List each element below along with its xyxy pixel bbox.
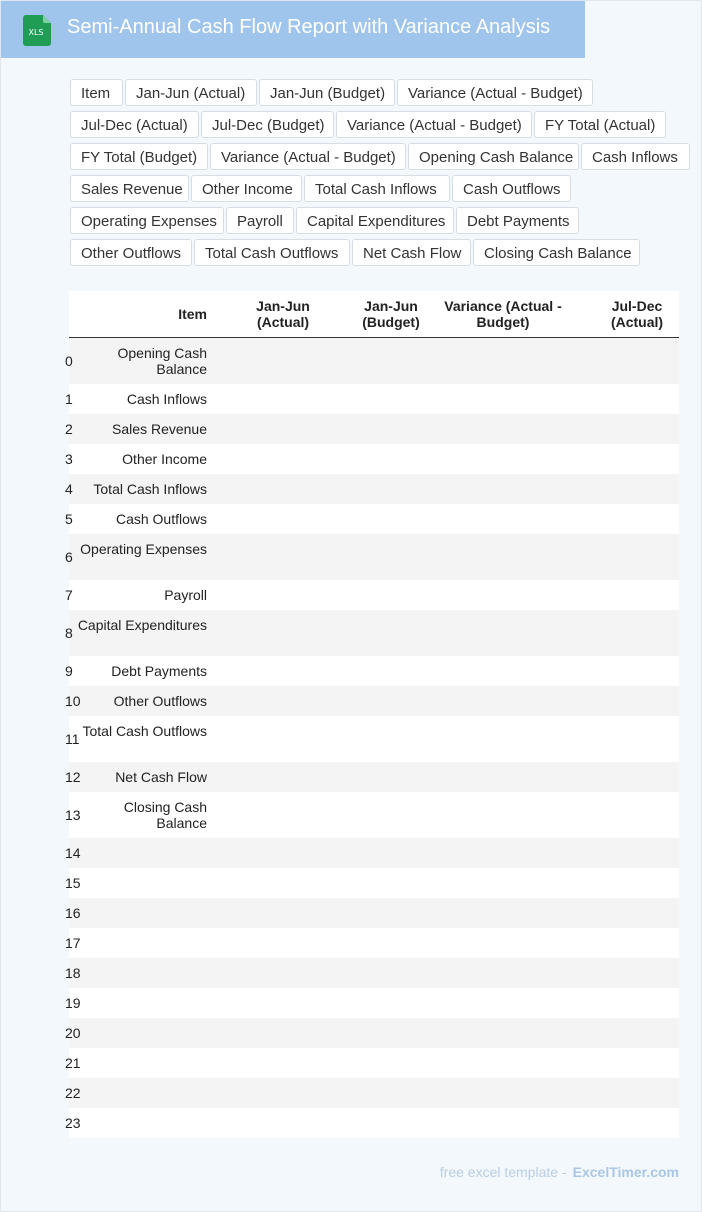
- table-row: [65, 656, 679, 686]
- table-row: [65, 762, 679, 792]
- table-row: [65, 792, 679, 838]
- row-item-label: Debt Payments: [111, 663, 207, 679]
- chip-jan-jun-actual[interactable]: Jan-Jun (Actual): [125, 79, 257, 106]
- chip-variance-h1[interactable]: Variance (Actual - Budget): [397, 79, 593, 106]
- row-index: 22: [65, 1085, 81, 1101]
- row-index: 16: [65, 905, 81, 921]
- row-index: 15: [65, 875, 81, 891]
- table-row: [65, 1048, 679, 1078]
- row-index: 1: [65, 391, 73, 407]
- row-index: 8: [65, 625, 73, 641]
- table-row: [65, 338, 679, 384]
- column-header-jul-dec-actual[interactable]: Jul-Dec (Actual): [610, 298, 664, 330]
- table-header: [69, 291, 679, 338]
- row-index: 18: [65, 965, 81, 981]
- row-index: 12: [65, 769, 81, 785]
- row-index: 4: [65, 481, 73, 497]
- table-row: [65, 898, 679, 928]
- table-row: [65, 580, 679, 610]
- chip-closing-cash-balance[interactable]: Closing Cash Balance: [473, 239, 640, 266]
- table-row: [65, 504, 679, 534]
- chip-sales-revenue[interactable]: Sales Revenue: [70, 175, 189, 202]
- row-item-label: Opening Cash Balance: [117, 345, 207, 377]
- chip-operating-expenses[interactable]: Operating Expenses: [70, 207, 224, 234]
- chip-other-income[interactable]: Other Income: [191, 175, 302, 202]
- row-item-label: Total Cash Outflows: [82, 723, 207, 739]
- page-title: Semi-Annual Cash Flow Report with Variance Analysis: [67, 16, 551, 38]
- row-item-label: Net Cash Flow: [115, 769, 207, 785]
- row-item-label: Closing Cash Balance: [123, 799, 207, 831]
- chip-total-cash-inflows[interactable]: Total Cash Inflows: [304, 175, 450, 202]
- chip-item[interactable]: Item: [70, 79, 123, 106]
- chip-jul-dec-budget[interactable]: Jul-Dec (Budget): [201, 111, 334, 138]
- table-row: [65, 868, 679, 898]
- row-item-label: Payroll: [164, 587, 207, 603]
- table-row: [65, 384, 679, 414]
- row-index: 6: [65, 549, 73, 565]
- row-index: 10: [65, 693, 81, 709]
- footer-credit: [440, 1164, 679, 1180]
- footer-brand-link[interactable]: ExcelTimer.com: [572, 1164, 679, 1180]
- row-index: 5: [65, 511, 73, 527]
- title-banner: [1, 1, 585, 58]
- table-row: [65, 928, 679, 958]
- table-row: [65, 414, 679, 444]
- row-item-label: Cash Outflows: [115, 511, 207, 527]
- chip-variance-fy[interactable]: Variance (Actual - Budget): [210, 143, 406, 170]
- table-row: [65, 988, 679, 1018]
- chip-cash-inflows[interactable]: Cash Inflows: [581, 143, 690, 170]
- table-row: [65, 686, 679, 716]
- row-item-label: Sales Revenue: [112, 421, 207, 437]
- row-index: 23: [65, 1115, 81, 1131]
- row-item-label: Operating Expenses: [80, 541, 207, 557]
- chip-net-cash-flow[interactable]: Net Cash Flow: [352, 239, 471, 266]
- file-icon-label: XLS: [28, 28, 44, 37]
- chip-fy-total-actual[interactable]: FY Total (Actual): [534, 111, 666, 138]
- column-header-variance[interactable]: Variance (Actual - Budget): [444, 298, 562, 330]
- row-index: 2: [65, 421, 73, 437]
- row-index: 17: [65, 935, 81, 951]
- table-row: [65, 1018, 679, 1048]
- row-index: 3: [65, 451, 73, 467]
- table-row: [65, 1108, 679, 1138]
- excel-file-icon: [23, 15, 51, 46]
- cash-flow-table: [65, 291, 679, 1138]
- table-row: [65, 444, 679, 474]
- chip-fy-total-budget[interactable]: FY Total (Budget): [70, 143, 208, 170]
- chip-total-cash-outflows[interactable]: Total Cash Outflows: [194, 239, 350, 266]
- chip-opening-cash-balance[interactable]: Opening Cash Balance: [408, 143, 579, 170]
- row-index: 11: [65, 731, 80, 747]
- chip-variance-h2[interactable]: Variance (Actual - Budget): [336, 111, 532, 138]
- row-index: 21: [65, 1055, 81, 1071]
- row-item-label: Cash Inflows: [126, 391, 207, 407]
- table-row: [65, 610, 679, 656]
- chip-payroll[interactable]: Payroll: [226, 207, 294, 234]
- chip-other-outflows[interactable]: Other Outflows: [70, 239, 192, 266]
- column-header-item[interactable]: Item: [178, 306, 207, 322]
- table-row: [65, 716, 679, 762]
- chip-cash-outflows[interactable]: Cash Outflows: [452, 175, 571, 202]
- row-item-label: Other Income: [122, 451, 207, 467]
- row-index: 9: [65, 663, 73, 679]
- row-item-label: Total Cash Inflows: [93, 481, 207, 497]
- table-row: [65, 838, 679, 868]
- table-row: [65, 474, 679, 504]
- table-row: [65, 958, 679, 988]
- chip-jan-jun-budget[interactable]: Jan-Jun (Budget): [259, 79, 395, 106]
- chip-jul-dec-actual[interactable]: Jul-Dec (Actual): [70, 111, 199, 138]
- table-row: [65, 1078, 679, 1108]
- column-header-jan-jun-actual[interactable]: Jan-Jun (Actual): [256, 298, 310, 330]
- row-item-label: Capital Expenditures: [77, 617, 207, 633]
- row-index: 13: [65, 807, 81, 823]
- row-index: 14: [65, 845, 81, 861]
- chip-capital-expenditures[interactable]: Capital Expenditures: [296, 207, 454, 234]
- row-index: 0: [65, 353, 73, 369]
- table-row: [65, 534, 679, 580]
- footer-text: free excel template -: [439, 1164, 567, 1180]
- chip-debt-payments[interactable]: Debt Payments: [456, 207, 579, 234]
- row-index: 19: [65, 995, 81, 1011]
- row-index: 20: [65, 1025, 81, 1041]
- column-header-jan-jun-budget[interactable]: Jan-Jun (Budget): [362, 298, 420, 330]
- row-item-label: Other Outflows: [113, 693, 207, 709]
- row-index: 7: [65, 587, 73, 603]
